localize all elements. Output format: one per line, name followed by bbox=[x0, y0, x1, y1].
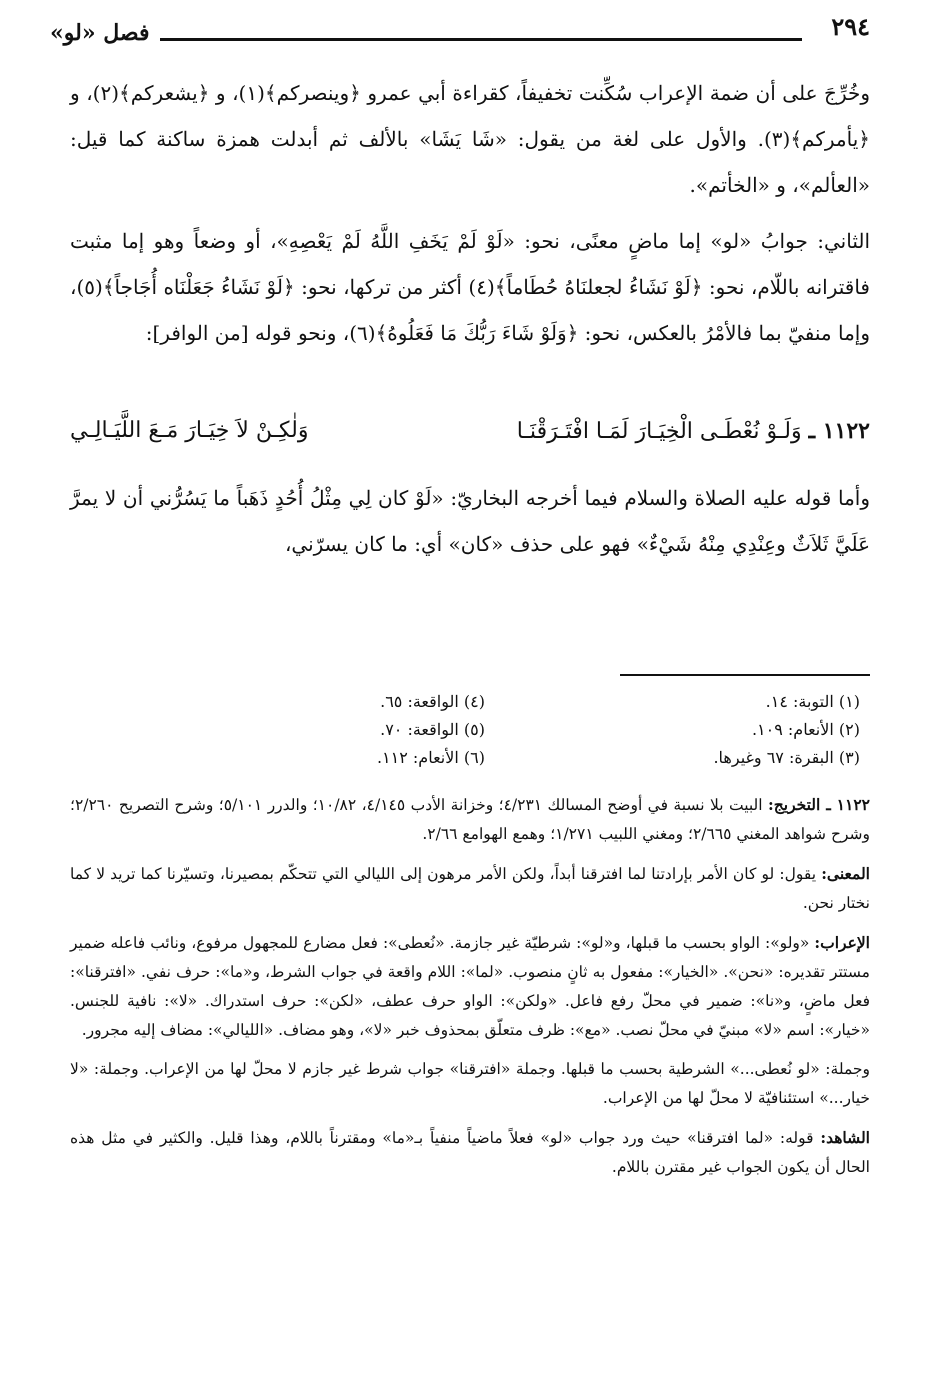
irab-text: «ولو»: الواو بحسب ما قبلها، و«لو»: شرطيّة غير جازمة. «نُعطى»: فعل مضارع للمجهول مرفوع، ونائب فاعله ضمير مستتر تقديره: «نحن». «الخيار»: مفعول به ثانٍ منصوب. «لما»: اللام واقعة في جواب الشرط، و«ما»: حرف نفي. «افترقنا»: فعل ماضٍ، و«نا»: ضمير في محلّ رفع فاعل. «ولكن»: الواو حرف عطف، «لكن»: حرف استدراك. «لا»: نافية للجنس. «خيار»: اسم «لا» مبنيّ في محلّ نصب. «مع»: ظرف متعلّق بمحذوف خبر «لا»، وهو مضاف. «الليالي»: مضاف إليه مجرور. bbox=[70, 934, 870, 1039]
footnote-item: (٢) الأنعام: ١٠٩. bbox=[751, 720, 860, 739]
irab-label: الإعراب: bbox=[814, 933, 870, 952]
hemistich-2: وَلٰكِـنْ لاَ خِيَـارَ مَـعَ اللَّيَـالِـي bbox=[70, 418, 309, 443]
footnote-item: (٤) الواقعة: ٦٥. bbox=[380, 692, 485, 711]
paragraph-3: وأما قوله عليه الصلاة والسلام فيما أخرجه البخاريّ: «لَوْ كان لِي مِثْلُ أُحُدٍ ذَهَباً ما يَسُرُّني أن لا يمرَّ عَلَيَّ ثَلاَثٌ وعِنْدِي مِنْهُ شَيْءٌ» فهو على حذف «كان» أي: ما كان يسرّني، bbox=[70, 486, 870, 556]
shahid-note bbox=[70, 1123, 870, 1182]
jumla-note: وجملة: «لو نُعطى...» الشرطية بحسب ما قبلها. وجملة «افترقنا» جواب شرط غير جازم لا محلّ لها من الإعراب. وجملة: «لا خيار...» استئنافيّة لا محلّ لها من الإعراب. bbox=[70, 1060, 870, 1107]
verse-first-half bbox=[517, 418, 870, 444]
page-header bbox=[50, 12, 870, 52]
irab-note bbox=[70, 928, 870, 1045]
verse-notes bbox=[70, 790, 870, 1192]
shahid-text: قوله: «لما افترقنا» حيث ورد جواب «لو» فعلاً ماضياً منفياً بـ«ما» ومقترناً باللام، وهذا قليل. والكثير في مثل هذه الحال أن يكون الجواب غير مقترن باللام. bbox=[70, 1129, 870, 1176]
page-number: ٢٩٤ bbox=[831, 12, 870, 41]
footnote-item: (٥) الواقعة: ٧٠. bbox=[380, 720, 485, 739]
footnote-item: (٣) البقرة: ٦٧ وغيرها. bbox=[713, 748, 860, 767]
poetry-verse bbox=[70, 418, 870, 444]
main-text bbox=[70, 70, 870, 356]
meaning-text: يقول: لو كان الأمر بإرادتنا لما افترقنا أبداً، ولكن الأمر مرهون إلى الليالي التي تتحكّم بمصيرنا، وتسيّرنا كما تريد لا كما نختار نحن. bbox=[70, 865, 870, 912]
header-rule bbox=[160, 38, 802, 41]
takhrij-text: البيت بلا نسبة في أوضح المسالك ٤/٢٣١؛ وخزانة الأدب ٤/١٤٥، ١٠/٨٢؛ والدرر ٥/١٠١؛ وشرح التصريح ٢/٢٦٠؛ وشرح شواهد المغني ٢/٦٦٥؛ ومغني اللبيب ١/٢٧١؛ وهمع الهوامع ٢/٦٦. bbox=[70, 796, 870, 843]
paragraph-1: وخُرِّجَ على أن ضمة الإعراب سُكِّنت تخفيفاً، كقراءة أبي عمرو ﴿وينصركم﴾(١)، و ﴿يشعركم﴾(٢)، و ﴿يأمركم﴾(٣). والأول على لغة من يقول: «شَا يَشَا» بالألف ثم أبدلت همزة ساكنة كما قيل: «العألم»، و «الخأتم». bbox=[70, 81, 871, 197]
takhrij-note bbox=[70, 790, 870, 849]
footnote-item: (١) التوبة: ١٤. bbox=[765, 692, 860, 711]
chapter-title: فصل «لو» bbox=[50, 20, 150, 46]
meaning-note bbox=[70, 859, 870, 918]
hemistich-1: وَلَـوْ نُعْطَـى الْخِيَـارَ لَمَـا افْتَـرَقْنَـا bbox=[516, 419, 802, 444]
takhrij-label: ١١٢٢ ـ التخريج: bbox=[768, 795, 870, 814]
footnote-item: (٦) الأنعام: ١١٢. bbox=[376, 748, 485, 767]
footnotes-list bbox=[110, 688, 860, 772]
main-text-continued bbox=[70, 475, 870, 567]
footnote-rule bbox=[620, 674, 870, 676]
shahid-label: الشاهد: bbox=[820, 1128, 870, 1147]
paragraph-2: الثاني: جوابُ «لو» إما ماضٍ معنًى، نحو: «لَوْ لَمْ يَخَفِ اللَّهُ لَمْ يَعْصِهِ»، أو وضعاً وهو إما مثبت فاقترانه باللّام، نحو: ﴿لَوْ نَشَاءُ لجعلنَاهُ حُطَاماً﴾(٤) أكثر من تركها، نحو: ﴿لَوْ نَشَاءُ جَعَلْنَاه أُجَاجاً﴾(٥)، وإما منفيّ بما فالأمْرُ بالعكس، نحو: ﴿وَلَوْ شَاءَ رَبُّكَ مَا فَعَلُوهُ﴾(٦)، ونحو قوله [من الوافر]: bbox=[70, 229, 870, 345]
verse-number: ١١٢٢ ـ bbox=[808, 418, 870, 444]
meaning-label: المعنى: bbox=[821, 864, 870, 883]
